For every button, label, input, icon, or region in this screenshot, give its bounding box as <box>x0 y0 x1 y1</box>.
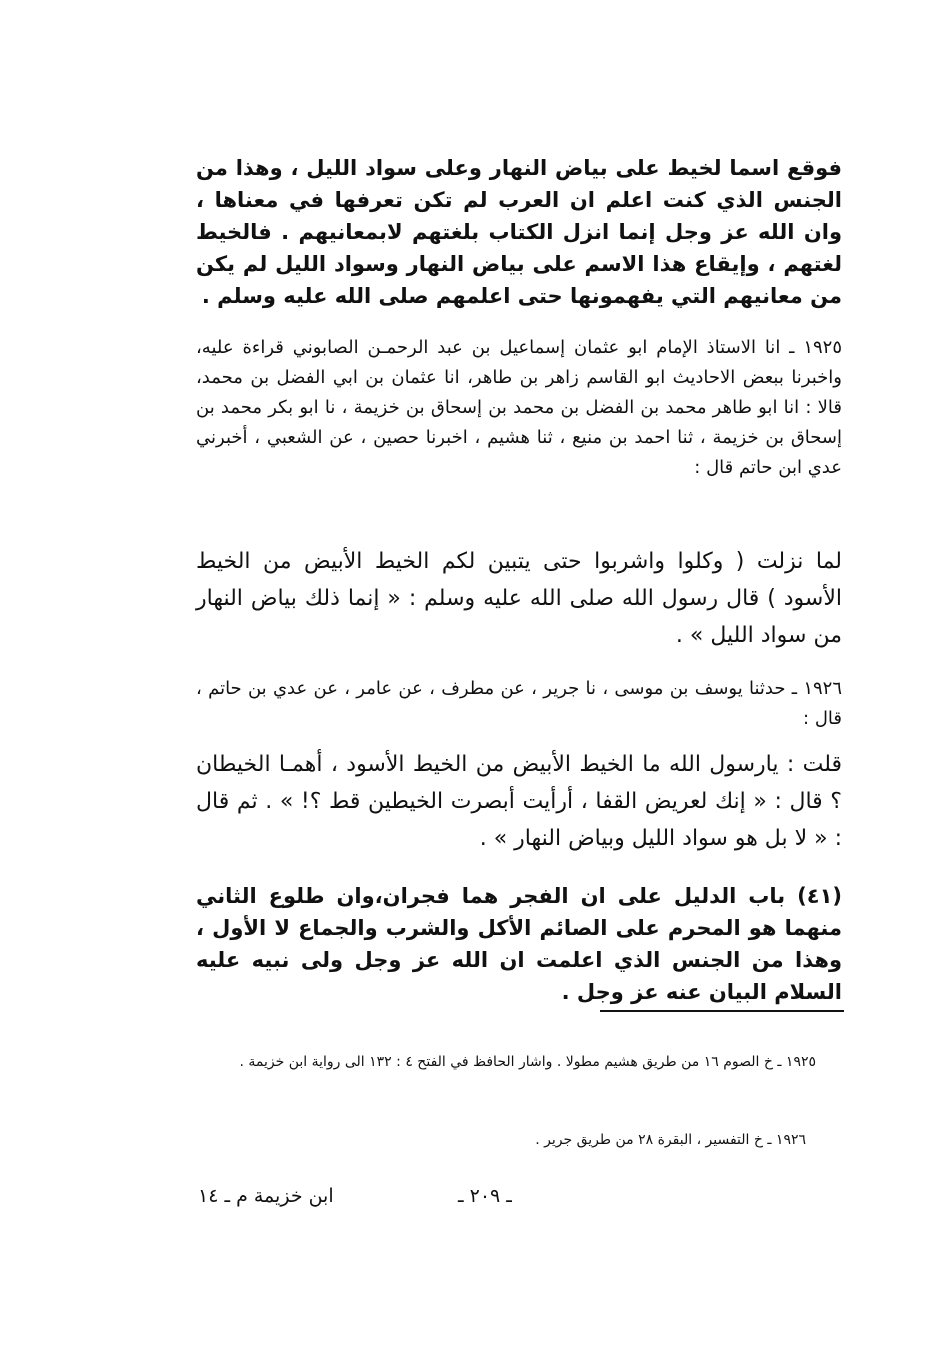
page-number: ـ ٢٠٩ ـ <box>458 1185 512 1207</box>
footnote-1926: ١٩٢٦ ـ خ التفسير ، البقرة ٢٨ من طريق جرير . <box>535 1132 806 1148</box>
chapter-heading-41: (٤١) باب الدليل على ان الفجر هما فجران،وان طلوع الثاني منهما هو المحرم على الصائم الأكل والشرب والجماع لا الأول ، وهذا من الجنس الذي اعلمت ان الله عز وجل ولى نبيه عليه السلام البيان عنه عز وجل . <box>196 884 842 1004</box>
paragraph-intro: فوقع اسما لخيط على بياض النهار وعلى سواد الليل ، وهذا من الجنس الذي كنت اعلم ان العرب لم تكن تعرفها في معناها ، وان الله عز وجل إنما انزل الكتاب بلغتهم لابمعانيهم . فالخيط لغتهم ، وإيقاع هذا الاسم على بياض النهار وسواد الليل لم يكن من معانيهم التي يفهمونها حتى اعلمهم صلى الله عليه وسلم . <box>196 156 842 308</box>
hadith-1926-text: قلت : يارسول الله ما الخيط الأبيض من الخيط الأسود ، أهمـا الخيطان ؟ قال : « إنك لعريض القفا ، أرأيت أبصرت الخيطين قط ؟! » . ثم قال : « لا بل هو سواد الليل وبياض النهار » . <box>196 752 842 851</box>
footnote-1925: ١٩٢٥ ـ خ الصوم ١٦ من طريق هشيم مطولا . واشار الحافظ في الفتح ٤ : ١٣٢ الى رواية ابن خزيمة . <box>239 1054 816 1070</box>
isnad-1926: ١٩٢٦ ـ حدثنا يوسف بن موسى ، نا جرير ، عن مطرف ، عن عامر ، عن عدي بن حاتم ، قال : <box>196 678 842 729</box>
footnote-separator <box>600 1010 844 1012</box>
book-signature: ابن خزيمة م ـ ١٤ <box>198 1185 334 1207</box>
isnad-1925: ١٩٢٥ ـ انا الاستاذ الإمام ابو عثمان إسماعيل بن عبد الرحمـن الصابوني قراءة عليه، واخبرنا ببعض الاحاديث ابو القاسم زاهر بن طاهر، انا عثمان بن ابي الفضل بن محمد، قالا : انا ابو طاهر محمد بن الفضل بن محمد بن إسحاق بن خزيمة ، نا ابو بكر محمد بن إسحاق بن خزيمة ، ثنا احمد بن منيع ، ثنا هشيم ، اخبرنا حصين ، عن الشعبي ، أخبرني عدي ابن حاتم قال : <box>196 337 842 478</box>
hadith-1925-text: لما نزلت ( وكلوا واشربوا حتى يتبين لكم الخيط الأبيض من الخيط الأسود ) قال رسول الله صلى الله عليه وسلم : « إنما ذلك بياض النهار من سواد الليل » . <box>196 549 842 648</box>
